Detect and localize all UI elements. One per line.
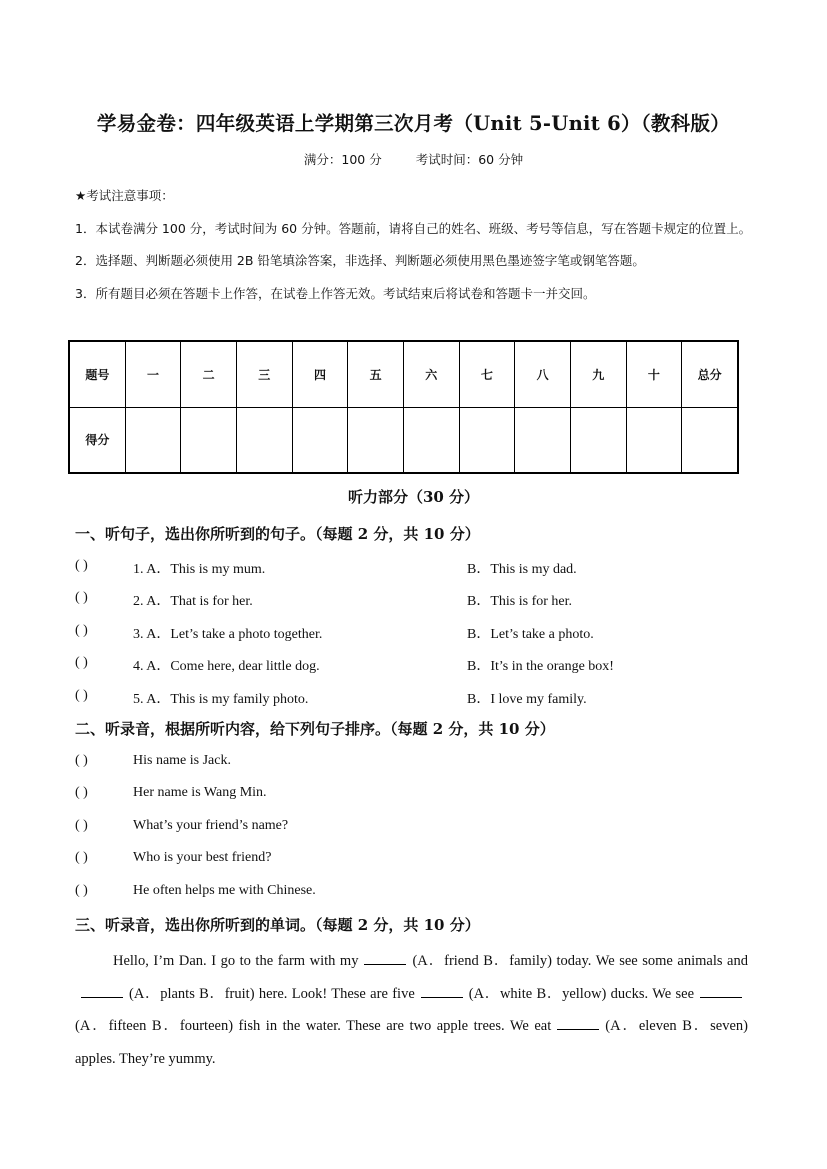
- answer-paren: ( ): [75, 590, 88, 605]
- blank: [700, 985, 742, 998]
- sentence: What’s your friend’s name?: [133, 818, 289, 833]
- text: (A．eleven B．seven) apples. They’re yummy.: [75, 1018, 748, 1067]
- exam-notes: [75, 180, 755, 311]
- sentence: He often helps me with Chinese.: [133, 883, 316, 898]
- row-label: 得分: [69, 407, 125, 473]
- full-score: 满分：100 分: [303, 152, 382, 167]
- answer-paren: ( ): [75, 850, 88, 865]
- score-cell: [125, 407, 181, 473]
- table-row: [69, 341, 738, 407]
- column-header: 七: [459, 341, 515, 407]
- option-a: 4. A．Come here, dear little dog.: [133, 659, 320, 674]
- column-header: 十: [626, 341, 682, 407]
- column-header: 九: [570, 341, 626, 407]
- answer-paren: ( ): [75, 688, 88, 703]
- answer-paren: ( ): [75, 655, 88, 670]
- score-cell: [515, 407, 571, 473]
- text: (A．plants B．fruit) here. Look! These are five: [129, 985, 415, 1002]
- exam-info: [0, 150, 827, 168]
- score-cell: [570, 407, 626, 473]
- blank: [364, 952, 406, 965]
- blank: [421, 985, 463, 998]
- score-cell: [181, 407, 237, 473]
- sentence: His name is Jack.: [133, 753, 231, 768]
- cloze-paragraph: [75, 945, 748, 1075]
- exam-title: 学易金卷：四年级英语上学期第三次月考（Unit 5-Unit 6）（教科版）: [96, 112, 731, 135]
- score-cell: [626, 407, 682, 473]
- answer-paren: ( ): [75, 818, 88, 833]
- score-cell: [236, 407, 292, 473]
- option-b: B．This is for her.: [467, 594, 572, 609]
- option-a: 2. A．That is for her.: [133, 594, 253, 609]
- notes-heading: ★考试注意事项：: [75, 188, 174, 203]
- column-header: 四: [292, 341, 348, 407]
- note-item: 2．选择题、判断题必须使用 2B 铅笔填涂答案，非选择、判断题必须使用黑色墨迹签字笔或钢笔答题。: [75, 253, 645, 269]
- score-table: [68, 340, 739, 474]
- text: (A．white B．yellow) ducks. We see: [468, 985, 695, 1002]
- score-cell: [292, 407, 348, 473]
- exam-time: 考试时间：60 分钟: [415, 152, 524, 167]
- option-a: 5. A．This is my family photo.: [133, 692, 309, 707]
- option-a: 3. A．Let’s take a photo together.: [133, 627, 323, 642]
- text: Hello, I’m Dan. I go to the farm with my: [113, 953, 359, 969]
- score-cell: [403, 407, 459, 473]
- option-b: B．I love my family.: [467, 692, 587, 707]
- column-header: 一: [125, 341, 181, 407]
- column-header: 五: [348, 341, 404, 407]
- answer-paren: ( ): [75, 753, 88, 768]
- sentence: Her name is Wang Min.: [133, 785, 267, 800]
- text: (A．fifteen B．fourteen) fish in the water. These are two apple trees. We eat: [75, 1018, 552, 1034]
- table-row: [69, 407, 738, 473]
- option-b: B．This is my dad.: [467, 562, 577, 577]
- row-label: 题号: [69, 341, 125, 407]
- option-b: B．It’s in the orange box!: [467, 659, 614, 674]
- column-header: 八: [515, 341, 571, 407]
- blank: [81, 985, 123, 998]
- column-header: 总分: [682, 341, 738, 407]
- column-header: 二: [181, 341, 237, 407]
- section3-heading: 三、听录音，选出你所听到的单词。（每题 2 分，共 10 分）: [75, 916, 480, 934]
- listening-heading: 听力部分（30 分）: [347, 488, 480, 506]
- column-header: 六: [403, 341, 459, 407]
- sentence: Who is your best friend?: [133, 850, 272, 865]
- option-b: B．Let’s take a photo.: [467, 627, 594, 642]
- answer-paren: ( ): [75, 558, 88, 573]
- note-item: 3．所有题目必须在答题卡上作答，在试卷上作答无效。考试结束后将试卷和答题卡一并交回。: [75, 286, 596, 302]
- score-cell: [682, 407, 738, 473]
- blank: [557, 1017, 599, 1030]
- score-cell: [459, 407, 515, 473]
- answer-paren: ( ): [75, 785, 88, 800]
- text: (A．friend B．family) today. We see some animals and: [412, 953, 748, 969]
- column-header: 三: [236, 341, 292, 407]
- option-a: 1. A．This is my mum.: [133, 562, 266, 577]
- answer-paren: ( ): [75, 623, 88, 638]
- note-item: 1．本试卷满分 100 分，考试时间为 60 分钟。答题前，请将自己的姓名、班级、考号等信息，写在答题卡规定的位置上。: [75, 220, 752, 236]
- section1-heading: 一、听句子，选出你所听到的句子。（每题 2 分，共 10 分）: [75, 525, 480, 543]
- answer-paren: ( ): [75, 883, 88, 898]
- score-cell: [348, 407, 404, 473]
- section2-heading: 二、听录音，根据所听内容，给下列句子排序。（每题 2 分，共 10 分）: [75, 720, 555, 738]
